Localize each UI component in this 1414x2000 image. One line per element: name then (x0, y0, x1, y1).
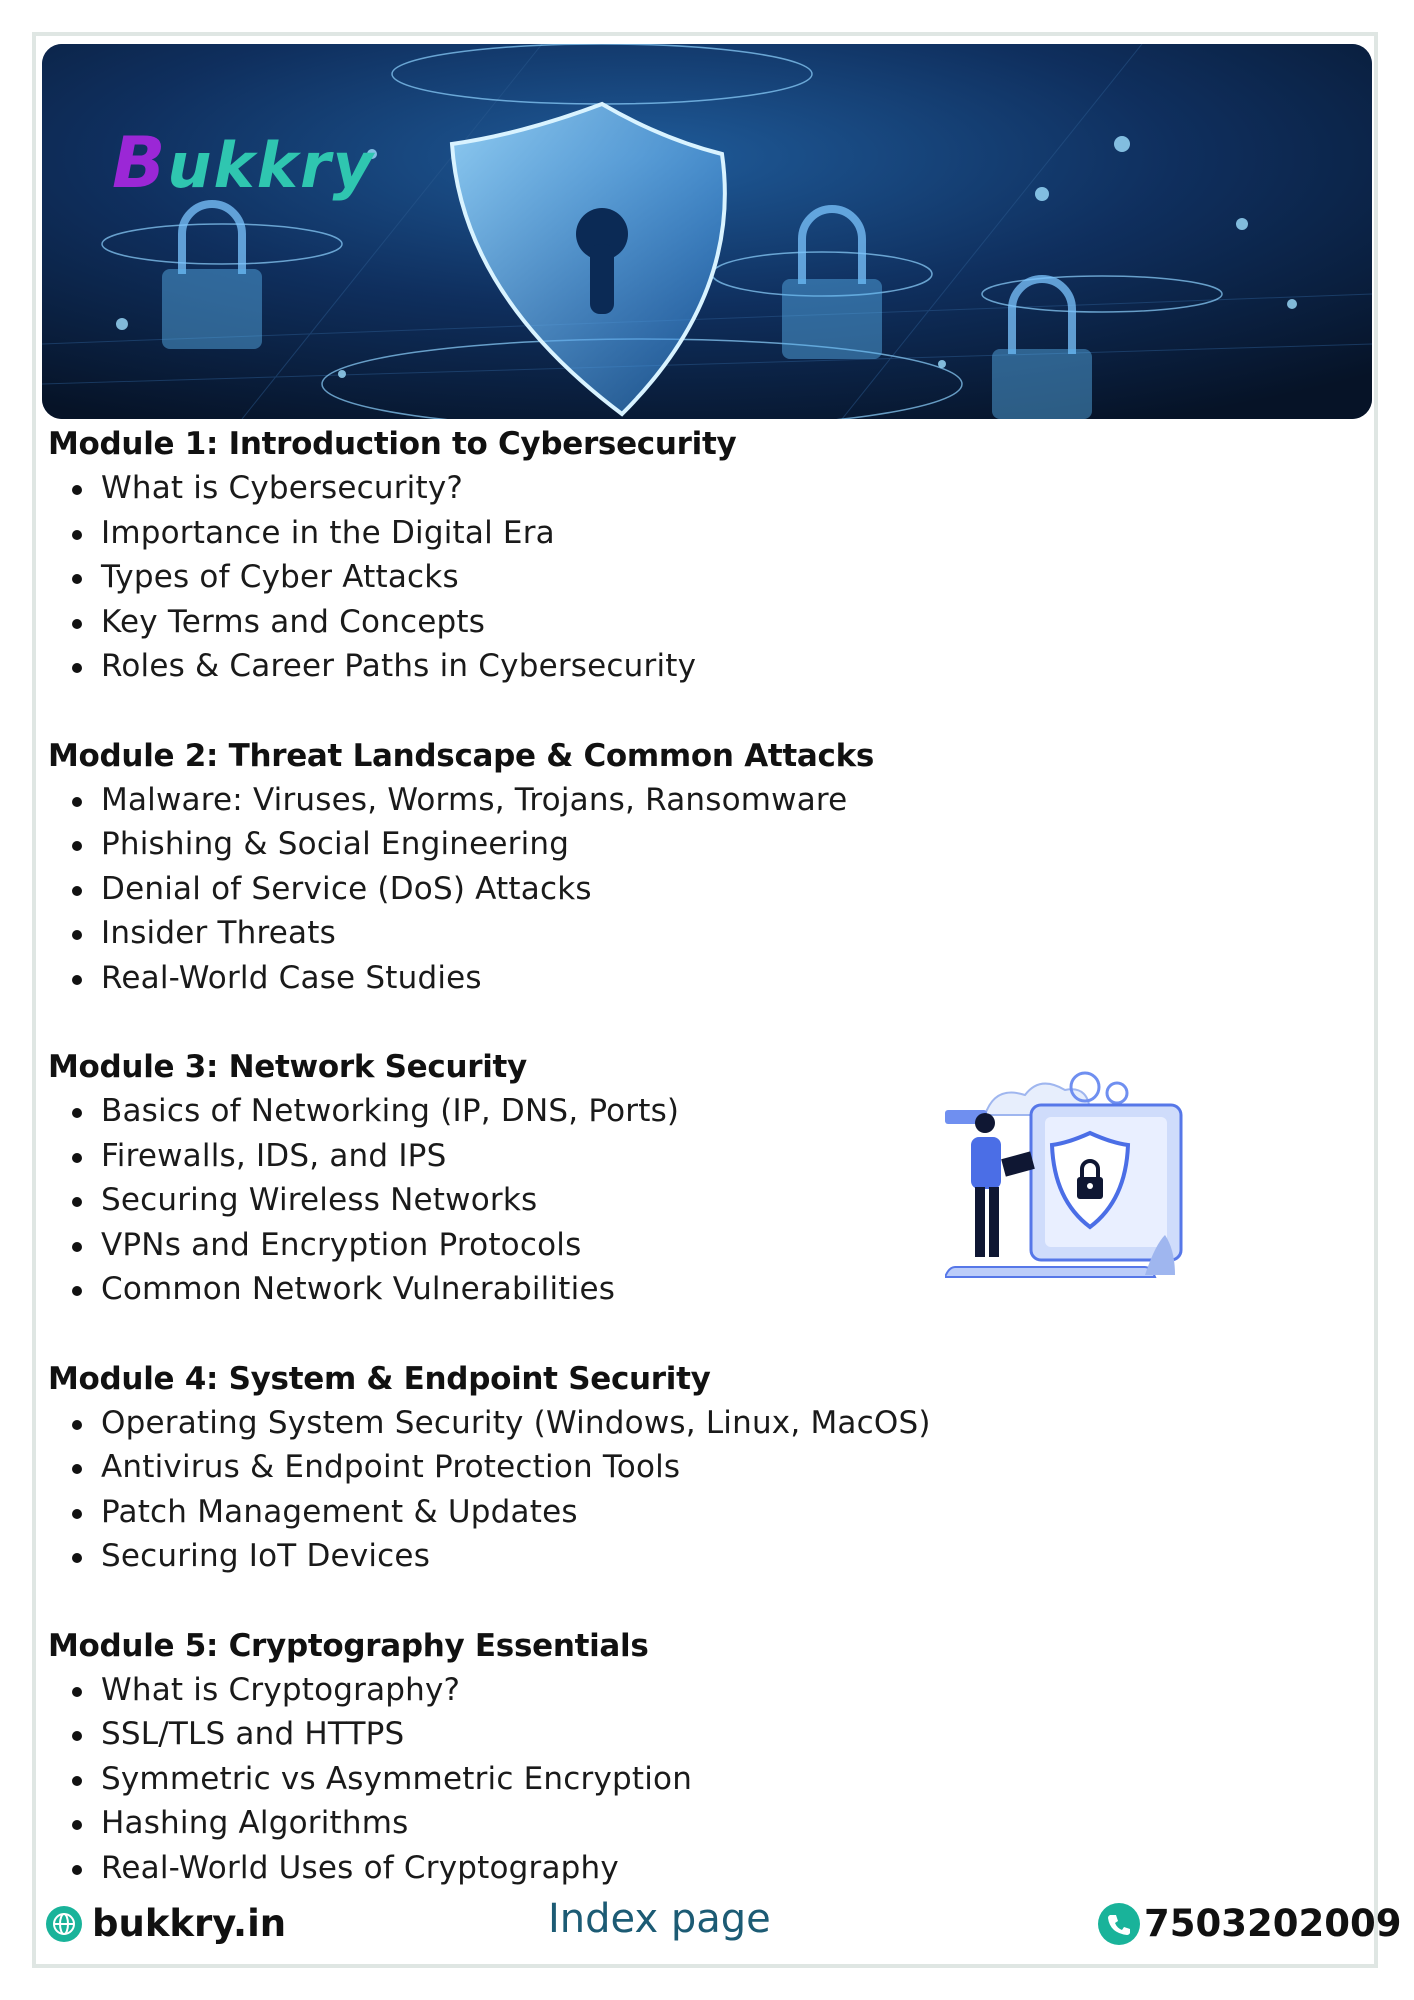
module-topic-list (48, 1668, 1368, 1891)
topic-item: Firewalls, IDS, and IPS (48, 1134, 1368, 1179)
topic-item: Securing Wireless Networks (48, 1178, 1368, 1223)
module-title: Module 3: Network Security (48, 1049, 527, 1085)
footer-website[interactable] (46, 1902, 286, 1945)
hero-banner (42, 44, 1372, 419)
topic-item: Insider Threats (48, 911, 1368, 956)
topic-item: What is Cryptography? (48, 1668, 1368, 1713)
topic-item: Real-World Uses of Cryptography (48, 1846, 1368, 1891)
module-topic-list (48, 466, 1368, 689)
phone-icon (1098, 1903, 1140, 1945)
module-topic-list (48, 1401, 1368, 1579)
module-section (48, 734, 1368, 1001)
footer-phone[interactable] (1098, 1902, 1401, 1945)
module-section (48, 422, 1368, 689)
module-topic-list (48, 778, 1368, 1001)
topic-item: Symmetric vs Asymmetric Encryption (48, 1757, 1368, 1802)
module-title: Module 5: Cryptography Essentials (48, 1627, 649, 1664)
topic-item: Types of Cyber Attacks (48, 555, 1368, 600)
topic-item: Roles & Career Paths in Cybersecurity (48, 644, 1368, 689)
brand-logo (112, 122, 375, 204)
topic-item: Securing IoT Devices (48, 1534, 1368, 1579)
phone-number[interactable]: 7503202009 (1144, 1902, 1402, 1945)
module-section (48, 1357, 1368, 1579)
topic-item: Antivirus & Endpoint Protection Tools (48, 1445, 1368, 1490)
logo-flower-b: B (112, 122, 168, 204)
module-title: Module 1: Introduction to Cybersecurity (48, 426, 737, 462)
topic-item: Denial of Service (DoS) Attacks (48, 867, 1368, 912)
security-person-illustration (945, 1055, 1195, 1315)
module-title: Module 2: Threat Landscape & Common Attacks (48, 737, 875, 774)
topic-item: Hashing Algorithms (48, 1801, 1368, 1846)
topic-item: Malware: Viruses, Worms, Trojans, Ransomware (48, 778, 1368, 823)
topic-item: Operating System Security (Windows, Linux, MacOS) (48, 1401, 1368, 1446)
index-page-label: Index page (548, 1896, 771, 1942)
topic-item: Basics of Networking (IP, DNS, Ports) (48, 1089, 1368, 1134)
module-section (48, 1624, 1368, 1891)
topic-item: What is Cybersecurity? (48, 466, 1368, 511)
module-title: Module 4: System & Endpoint Security (48, 1360, 711, 1397)
logo-text: ukkry (167, 129, 375, 202)
topic-item: Importance in the Digital Era (48, 511, 1368, 556)
topic-item: Patch Management & Updates (48, 1490, 1368, 1535)
cyber-shield-illustration (42, 44, 1372, 419)
topic-item: VPNs and Encryption Protocols (48, 1223, 1368, 1268)
topic-item: Real-World Case Studies (48, 956, 1368, 1001)
topic-item: Key Terms and Concepts (48, 600, 1368, 645)
topic-item: Phishing & Social Engineering (48, 822, 1368, 867)
globe-icon (46, 1906, 82, 1942)
topic-item: SSL/TLS and HTTPS (48, 1712, 1368, 1757)
topic-item: Common Network Vulnerabilities (48, 1267, 1368, 1312)
website-link[interactable]: bukkry.in (92, 1902, 287, 1945)
